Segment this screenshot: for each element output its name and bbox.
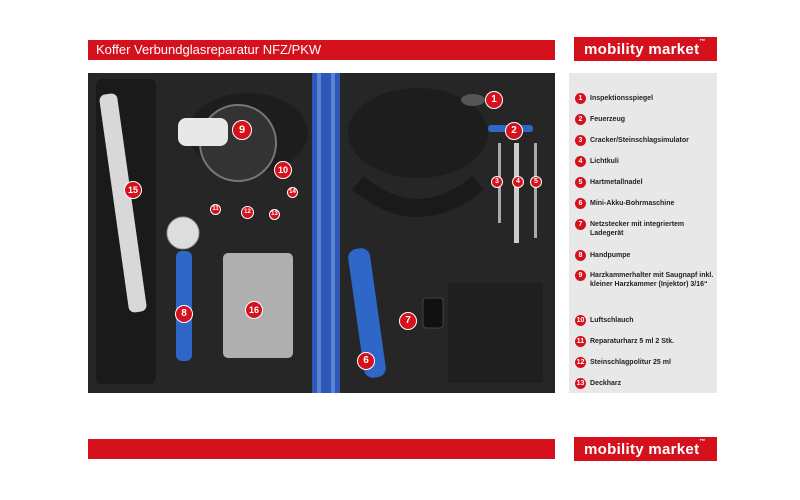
legend-number: 3: [575, 135, 586, 146]
legend-number: 7: [575, 219, 586, 230]
legend-number: 11: [576, 338, 585, 345]
badge-12: 12: [241, 206, 254, 219]
badge-16: 16: [245, 301, 263, 319]
legend-label: Steinschlagpolitur 25 ml: [590, 359, 671, 366]
logo-tm: ™: [699, 439, 706, 445]
legend-number: 8: [575, 250, 586, 261]
badge-5: 5: [530, 176, 542, 188]
legend-label: Deckharz: [590, 380, 622, 387]
legend-number: 4: [575, 156, 586, 167]
legend-label: Lichtkuli: [590, 158, 619, 165]
logo-tm: ™: [699, 39, 706, 45]
legend-number: 12: [576, 359, 585, 366]
badge-6: 6: [357, 352, 375, 370]
logo-text: mobility market: [584, 441, 700, 458]
badge-14: 14: [287, 187, 298, 198]
badge-3: 3: [491, 176, 503, 188]
legend-number: 1: [575, 93, 586, 104]
legend-number: 2: [575, 114, 586, 125]
legend-number: 6: [575, 198, 586, 209]
legend-panel: [569, 73, 717, 393]
legend-label: Reparaturharz 5 ml 2 Stk.: [590, 338, 675, 345]
badge-8: 8: [175, 305, 193, 323]
legend-label: Cracker/Steinschlagsimulator: [590, 137, 689, 144]
legend-number: 10: [576, 317, 585, 324]
title-bar: [88, 40, 555, 60]
badge-10: 10: [274, 161, 292, 179]
badge-11: 11: [210, 204, 221, 215]
legend-label: Netzstecker mit integriertem Ladegerät: [590, 221, 685, 237]
brand-logo-bottom: [574, 437, 717, 461]
badge-7: 7: [399, 312, 417, 330]
page-title: Koffer Verbundglasreparatur NFZ/PKW: [96, 42, 322, 57]
legend-label: Hartmetallnadel: [590, 179, 643, 186]
badge-15: 15: [124, 181, 142, 199]
badge-13: 13: [269, 209, 280, 220]
brand-logo-top: [574, 37, 717, 61]
legend-label: Luftschlauch: [590, 317, 634, 324]
legend-number: 13: [576, 380, 585, 387]
case-illustration: [88, 73, 555, 393]
product-photo: [88, 73, 555, 393]
legend-label: Feuerzeug: [590, 116, 626, 123]
legend-number: 9: [575, 270, 586, 281]
badge-2: 2: [505, 122, 523, 140]
footer-bar: [88, 439, 555, 459]
badge-4: 4: [512, 176, 524, 188]
legend-label: Handpumpe: [590, 252, 631, 259]
legend-label: Inspektionsspiegel: [590, 95, 654, 102]
logo-text: mobility market: [584, 41, 700, 58]
badge-9: 9: [232, 120, 252, 140]
badge-1: 1: [485, 91, 503, 109]
legend-label: Mini-Akku-Bohrmaschine: [590, 200, 675, 207]
legend-number: 5: [575, 177, 586, 188]
legend-label: Harzkammerhalter mit Saugnapf inkl. kleiner Harzkammer (Injektor) 3/16“: [590, 272, 714, 288]
